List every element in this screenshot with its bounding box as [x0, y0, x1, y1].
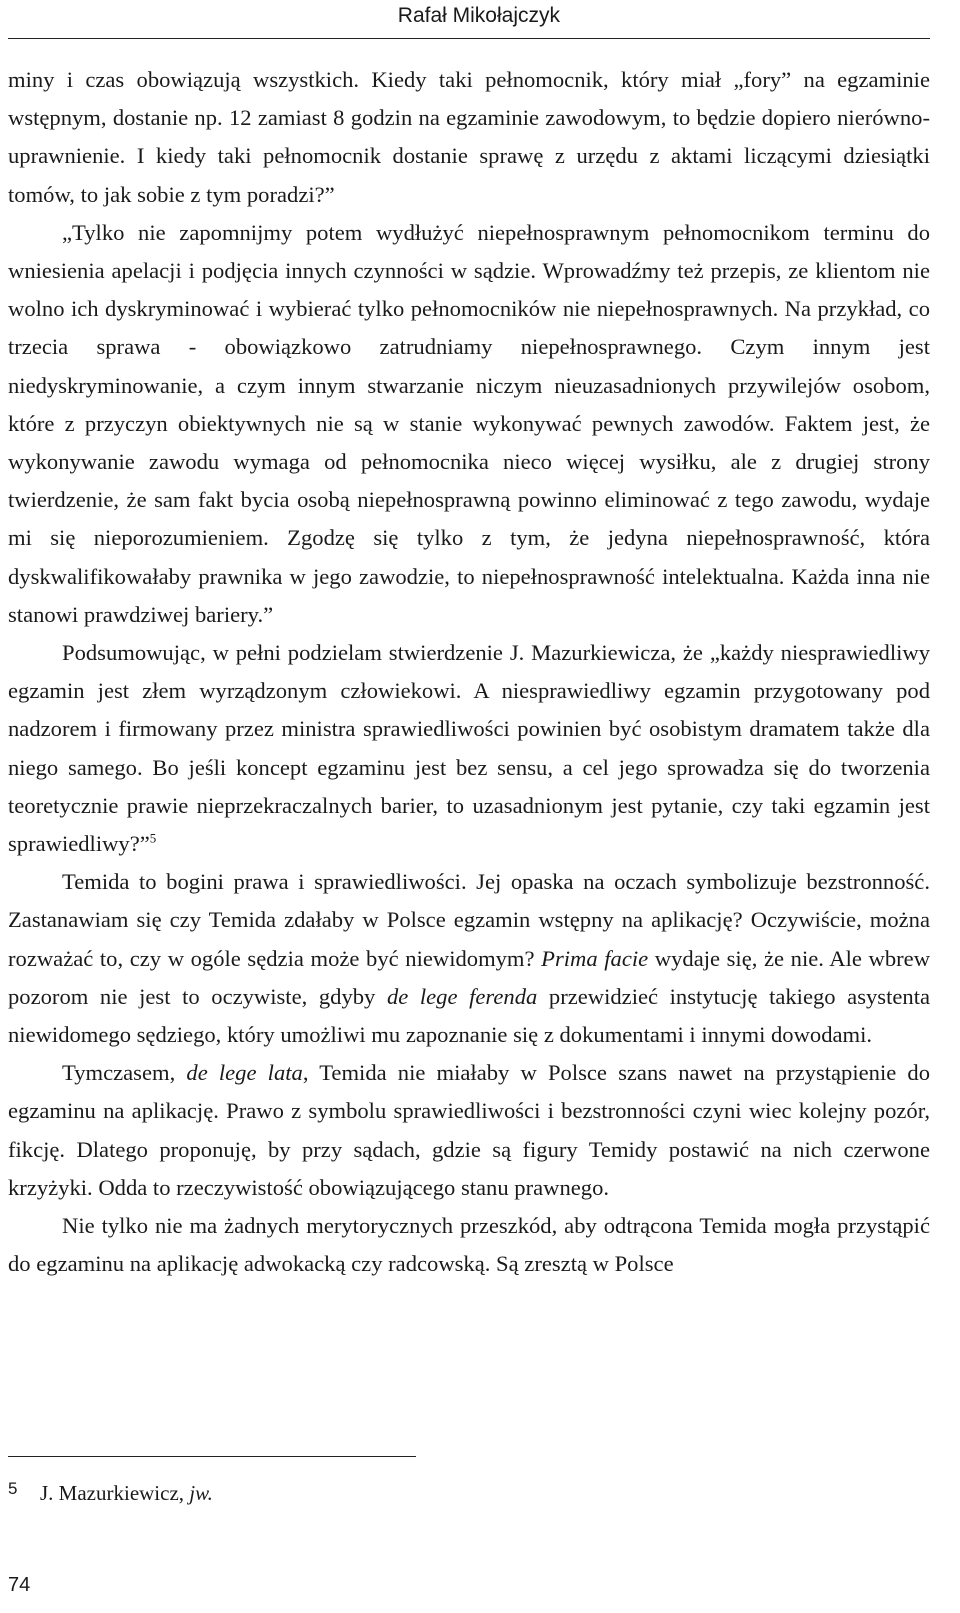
running-head: Rafał Mikołajczyk	[397, 4, 560, 27]
text-run: przewidzieć instytucję takiego asystenta niewidomego sędziego, który umożliwi mu zapoznanie się z dokumentami i innymi dowodami.	[8, 983, 930, 1048]
footnote-ref: jw.	[189, 1481, 213, 1505]
paragraph	[8, 863, 930, 1054]
footnote	[8, 1476, 908, 1506]
text-run: miny i czas obowiązują wszystkich. Kiedy taki pełnomocnik, który miał „fory” na egzaminie wstępnym, dostanie np. 12 zamiast 8 godzin na egzaminie zawodowym, to będzie dopiero nierównouprawnienie. I kiedy taki pełnomocnik dostanie sprawę z urzędu z aktami liczącymi dziesiątki tomów, to jak sobie z tym poradzi?”	[8, 67, 930, 207]
paragraph	[8, 1207, 930, 1283]
text-run: Tymczasem,	[62, 1060, 187, 1086]
text-run: Temida to bogini prawa i sprawiedliwości. Jej opaska na oczach symbolizuje bezstronność. Zastanawiam się czy Temida zdałaby w Polsce egzamin wstępny na aplikację? Oczywiście, można rozważać to, czy w ogóle sędzia może być niewidomym?	[8, 869, 930, 971]
paragraph	[8, 634, 930, 863]
footnote-mark: 5	[8, 1479, 18, 1498]
footnote-author: J. Mazurkiewicz,	[40, 1481, 190, 1505]
text-run: Nie tylko nie ma żadnych merytorycznych przeszkód, aby odtrącona Temida mogła przystąpić do egzaminu na aplikację adwokacką czy radcowską. Są zresztą w Polsce	[8, 1213, 930, 1277]
footnote-reference: 5	[149, 830, 157, 846]
italic-phrase: Prima facie	[541, 945, 649, 971]
text-run: wydaje się, że nie. Ale wbrew pozorom nie jest to oczywiste, gdyby	[8, 945, 931, 1009]
body-text	[8, 61, 930, 1284]
header-rule	[8, 38, 930, 39]
text-run: „Tylko nie zapomnijmy potem wydłużyć niepełnosprawnym pełnomocnikom terminu do wniesienia apelacji i podjęcia innych czynności w sądzie. Wprowadźmy też przepis, ze klientom nie wolno ich dyskryminować i wybierać tylko pełnomocników nie niepełnosprawnych. Na przykład, co trzecia sprawa - obowiązkowo zatrudniamy niepełnosprawnego. Czym innym jest niedyskryminowanie, a czym innym stwarzanie niczym nieuzasadnionych przywilejów osobom, które z przyczyn obiektywnych nie są w stanie wykonywać pewnych zawodów. Faktem jest, że wykonywanie zawodu wymaga od pełnomocnika nieco więcej wysiłku, ale z drugiej strony twierdzenie, że sam fakt bycia osobą niepełnosprawną powinno eliminować z tego zawodu, wydaje mi się nieporozumieniem. Zgodzę się tylko z tym, że jedyna niepełnosprawność, która dyskwalifikowałaby prawnika w jego zawodzie, to niepełnosprawność intelektualna. Każda inna nie stanowi prawdziwej bariery.”	[8, 219, 930, 627]
text-run: Podsumowując, w pełni podzielam stwierdzenie J. Mazurkiewicza, że „każdy niesprawiedliwy egzamin jest złem wyrządzonym człowiekowi. A niesprawiedliwy egzamin przygotowany pod nadzorem i firmowany przez ministra sprawiedliwości powinien być osobistym dramatem także dla niego samego. Bo jeśli koncept egzaminu jest bez sensu, a cel jego sprowadza się do tworzenia teoretycznie prawie nieprzekraczalnych barier, to uzasadnionym jest pytanie, czy taki egzamin jest sprawiedliwy?”	[8, 640, 930, 857]
text-run: , Temida nie miałaby w Polsce szans nawet na przystąpienie do egzaminu na aplikację. Prawo z symbolu sprawiedliwości i bezstronności czyni wiec kolejny pozór, fikcję. Dlatego proponuję, by przy sądach, gdzie są figury Temidy postawić na nich czerwone krzyżyki. Odda to rzeczywistość obowiązującego stanu prawnego.	[8, 1060, 930, 1200]
footnote-rule	[8, 1456, 416, 1457]
italic-phrase: de lege lata	[186, 1060, 303, 1086]
paragraph	[8, 1054, 930, 1207]
paragraph	[8, 214, 930, 634]
page-number: 74	[8, 1574, 31, 1596]
paragraph	[8, 61, 930, 214]
italic-phrase: de lege ferenda	[386, 983, 538, 1009]
